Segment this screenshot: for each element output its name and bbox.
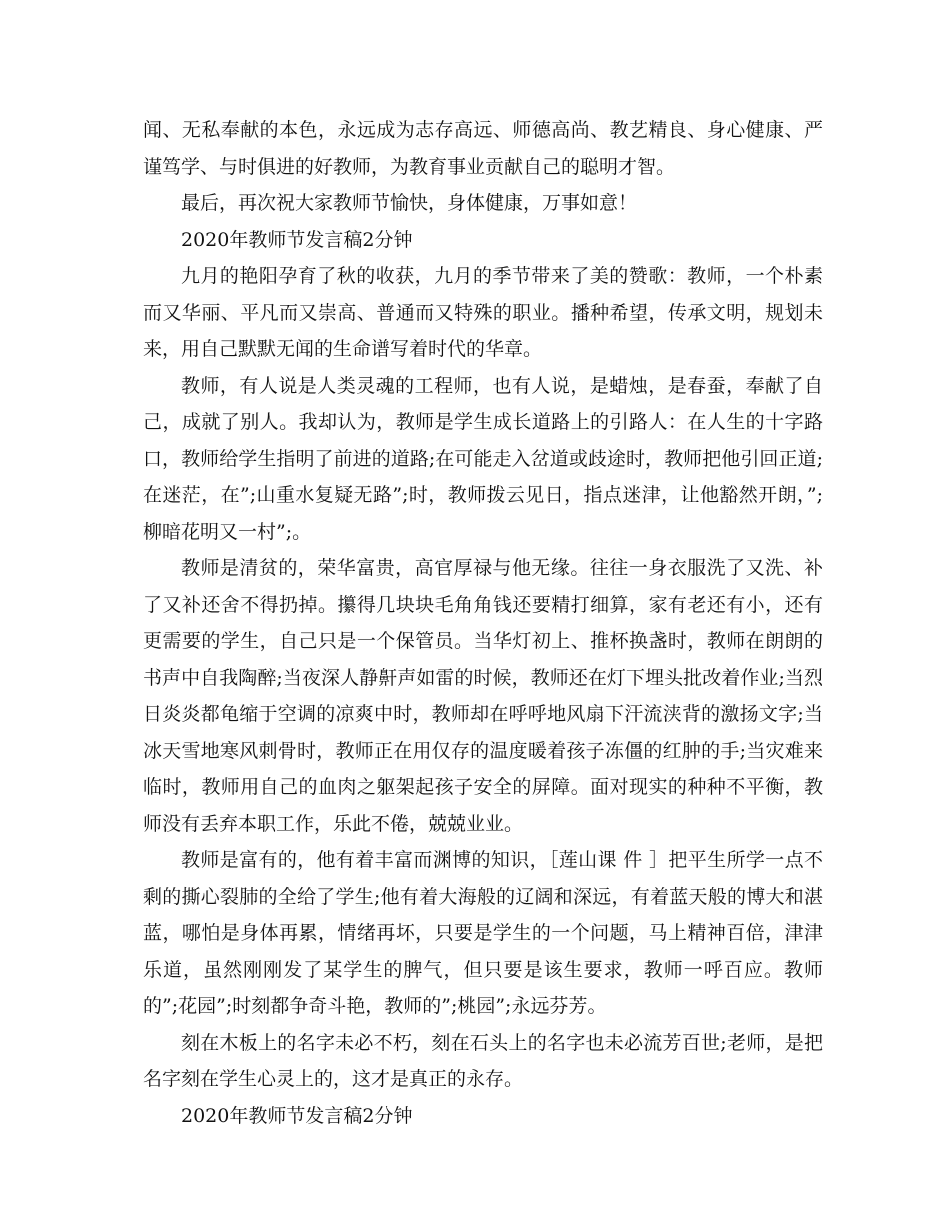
paragraph-continuation: 闻、无私奉献的本色，永远成为志存高远、师德高尚、教艺精良、身心健康、严谨笃学、与时俱进的好教师，为教育事业贡献自己的聪明才智。 [143, 119, 823, 178]
paragraph: 教师是富有的，他有着丰富而渊博的知识，［莲山课 件 ］把平生所学一点不剩的撕心裂肺的全给了学生;他有着大海般的辽阔和深远，有着蓝天般的博大和湛蓝，哪怕是身体再累，情绪再坏，只要是学生的一个问题，马上精神百倍，津津乐道，虽然刚刚发了某学生的脾气，但只要是该生要求，教师一呼百应。教师的”;花园”;时刻都争奇斗艳，教师的”;桃园”;永远芬芳。 [143, 849, 823, 1017]
section-heading: 2020年教师节发言稿2分钟 [181, 228, 413, 251]
paragraph-closing-wishes: 最后，再次祝大家教师节愉快，身体健康，万事如意！ [181, 192, 638, 214]
paragraph: 刻在木板上的名字未必不朽，刻在石头上的名字也未必流芳百世;老师，是把名字刻在学生心灵上的，这才是真正的永存。 [143, 1031, 823, 1090]
document-body [143, 112, 823, 1134]
paragraph: 教师，有人说是人类灵魂的工程师，也有人说，是蜡烛，是春蚕，奉献了自己，成就了别人。我却认为，教师是学生成长道路上的引路人：在人生的十字路口，教师给学生指明了前进的道路;在可能走入岔道或歧途时，教师把他引回正道;在迷茫，在”;山重水复疑无路”;时，教师拨云见日，指点迷津，让他豁然开朗，”;柳暗花明又一村”;。 [143, 374, 823, 543]
paragraph: 九月的艳阳孕育了秋的收获，九月的季节带来了美的赞歌：教师，一个朴素而又华丽、平凡而又崇高、普通而又特殊的职业。播种希望，传承文明，规划未来，用自己默默无闻的生命谱写着时代的华章。 [143, 265, 823, 360]
section-heading: 2020年教师节发言稿2分钟 [181, 1104, 413, 1127]
paragraph: 教师是清贫的，荣华富贵，高官厚禄与他无缘。往往一身衣服洗了又洗、补了又补还舍不得扔掉。攥得几块块毛角角钱还要精打细算，家有老还有小，还有更需要的学生，自己只是一个保管员。当华灯初上、推杯换盏时，教师在朗朗的书声中自我陶醉;当夜深人静鼾声如雷的时候，教师还在灯下埋头批改着作业;当烈日炎炎都龟缩于空调的凉爽中时，教师却在呼呼地风扇下汗流浃背的激扬文字;当冰天雪地寒风刺骨时，教师正在用仅存的温度暖着孩子冻僵的红肿的手;当灾难来临时，教师用自己的血肉之躯架起孩子安全的屏障。面对现实的种种不平衡，教师没有丢弃本职工作，乐此不倦，兢兢业业。 [143, 557, 823, 835]
